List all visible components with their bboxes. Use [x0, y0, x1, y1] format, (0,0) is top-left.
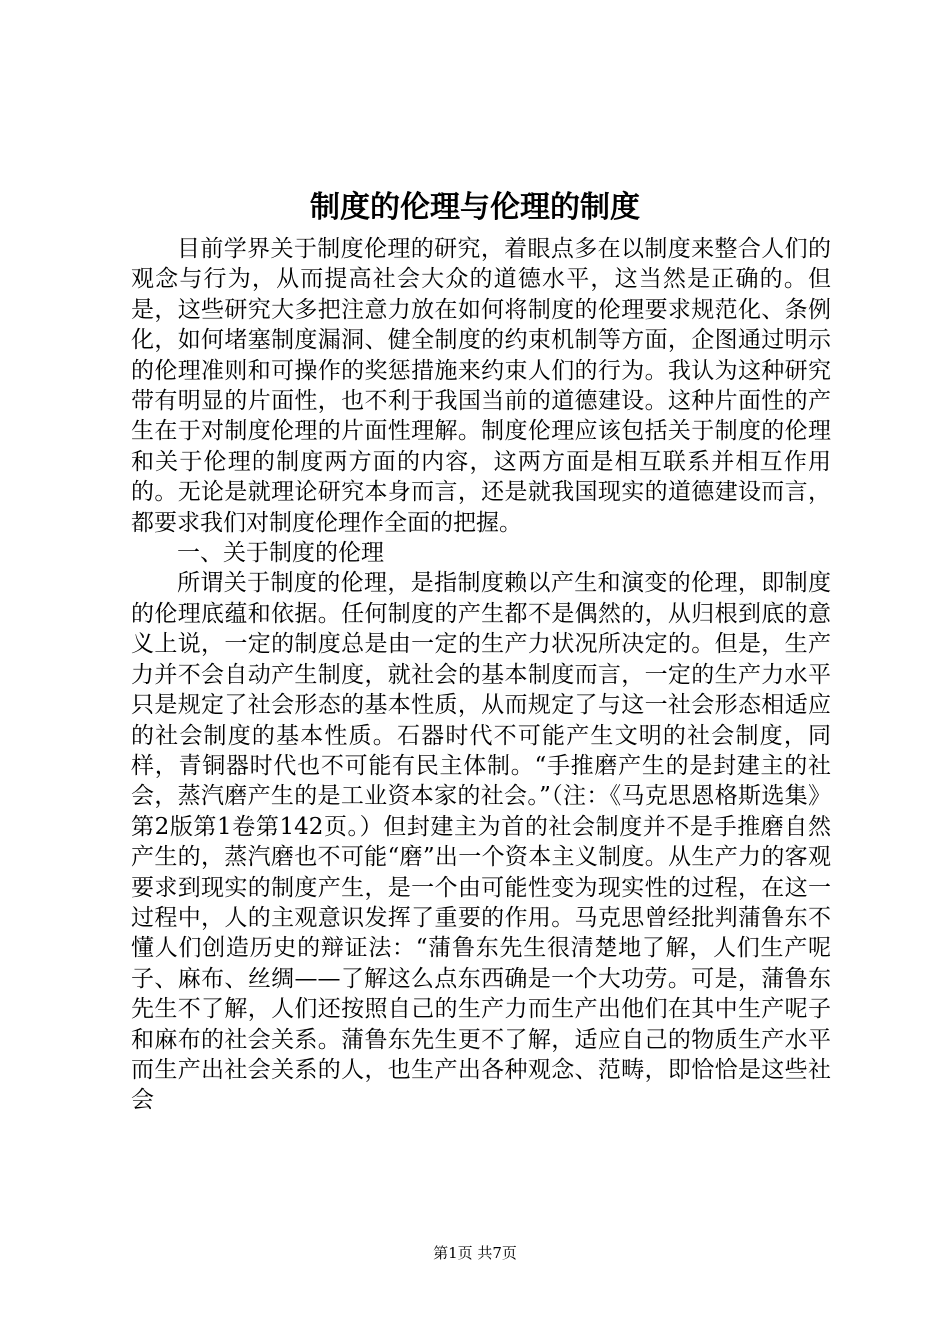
- paragraph-intro: 目前学界关于制度伦理的研究，着眼点多在以制度来整合人们的观念与行为，从而提高社会大众的道德水平，这当然是正确的。但是，这些研究大多把注意力放在如何将制度的伦理要求规范化、条例化，如何堵塞制度漏洞、健全制度的约束机制等方面，企图通过明示的伦理准则和可操作的奖惩措施来约束人们的行为。我认为这种研究带有明显的片面性，也不利于我国当前的道德建设。这种片面性的产生在于对制度伦理的片面性理解。制度伦理应该包括关于制度的伦理和关于伦理的制度两方面的内容，这两方面是相互联系并相互作用的。无论是就理论研究本身而言，还是就我国现实的道德建设而言，都要求我们对制度伦理作全面的把握。: [131, 236, 831, 536]
- page-footer: 第1页 共7页: [433, 1244, 517, 1262]
- document-body: [131, 234, 831, 1116]
- paragraph-section-one: 所谓关于制度的伦理，是指制度赖以产生和演变的伦理，即制度的伦理底蕴和依据。任何制度的产生都不是偶然的，从归根到底的意义上说，一定的制度总是由一定的生产力状况所决定的。但是，生产力并不会自动产生制度，就社会的基本制度而言，一定的生产力水平只是规定了社会形态的基本性质，从而规定了与这一社会形态相适应的社会制度的基本性质。石器时代不可能产生文明的社会制度，同样，青铜器时代也不可能有民主体制。“手推磨产生的是封建主的社会，蒸汽磨产生的是工业资本家的社会。”（注：《马克思恩格斯选集》第2版第1卷第142页。）但封建主为首的社会制度并不是手推磨自然产生的，蒸汽磨也不可能“磨”出一个资本主义制度。从生产力的客观要求到现实的制度产生，是一个由可能性变为现实性的过程，在这一过程中，人的主观意识发挥了重要的作用。马克思曾经批判蒲鲁东不懂人们创造历史的辩证法：“蒲鲁东先生很清楚地了解，人们生产呢子、麻布、丝绸——了解这么点东西确是一个大功劳。可是，蒲鲁东先生不了解，人们还按照自己的生产力而生产出他们在其中生产呢子和麻布的社会关系。蒲鲁东先生更不了解，适应自己的物质生产水平而生产出社会关系的人，也生产出各种观念、范畴，即恰恰是这些社会: [131, 570, 831, 1114]
- document-title: 制度的伦理与伦理的制度: [310, 190, 640, 225]
- section-heading: 一、关于制度的伦理: [177, 540, 384, 567]
